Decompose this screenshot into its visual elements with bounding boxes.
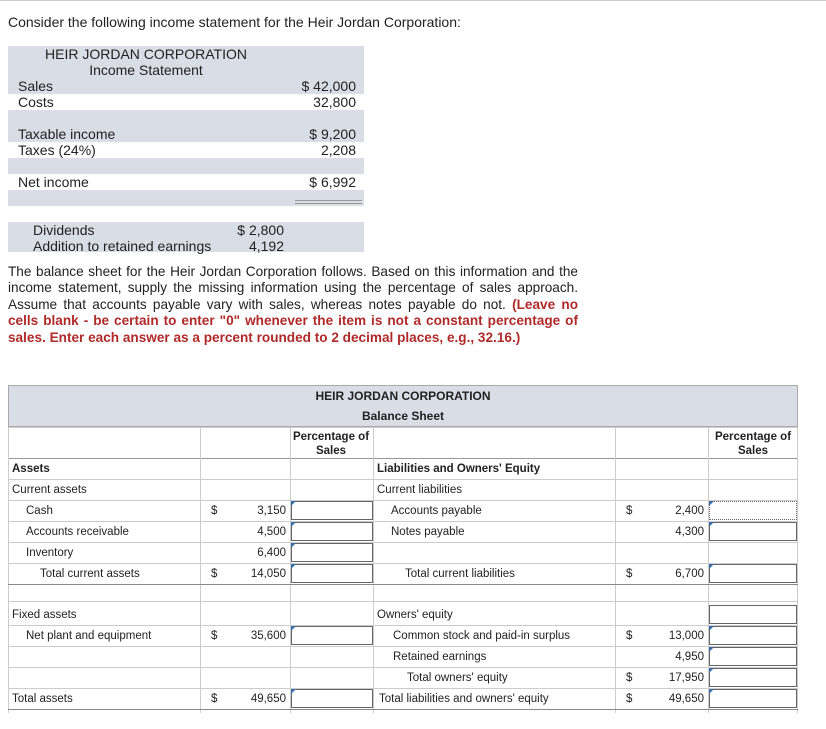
bs-rule: [797, 427, 798, 713]
taxable-label: Taxable income: [18, 126, 116, 142]
tca-value: 14,050: [250, 568, 286, 580]
bs-rule: [8, 646, 798, 647]
bs-rule: [8, 458, 798, 459]
net-underline-2: [295, 203, 362, 204]
assets-heading: Assets: [12, 463, 50, 475]
current-assets-label: Current assets: [12, 484, 87, 496]
tcl-dollar: $: [626, 568, 633, 580]
np-pct-input[interactable]: [709, 522, 797, 541]
income-statement-header: [8, 46, 364, 78]
ar-pct-input[interactable]: [291, 522, 373, 541]
ar-label: Accounts receivable: [26, 526, 129, 538]
tca-pct-input[interactable]: [291, 564, 373, 583]
cash-value: 3,150: [257, 505, 286, 517]
ap-dollar: $: [626, 505, 633, 517]
bs-rule: [8, 563, 798, 564]
inventory-label: Inventory: [26, 547, 74, 559]
costs-value: 32,800: [313, 94, 356, 110]
total-assets-label: Total assets: [12, 693, 73, 705]
ap-value: 2,400: [675, 505, 704, 517]
input-flag-icon: [709, 564, 714, 569]
np-value: 4,300: [675, 526, 704, 538]
cs-dollar: $: [626, 630, 633, 642]
top-divider: [0, 0, 826, 1]
tca-label: Total current assets: [40, 568, 140, 580]
ta-value: 49,650: [250, 693, 286, 705]
intro-text: Consider the following income statement for the Heir Jordan Corporation:: [8, 14, 461, 30]
tloe-pct-input[interactable]: [709, 689, 797, 708]
retained-value: 4,192: [248, 238, 284, 254]
bs-rule: [8, 521, 798, 522]
input-flag-icon: [709, 647, 714, 652]
costs-label: Costs: [18, 94, 54, 110]
bs-rule: [373, 427, 374, 713]
input-flag-icon: [709, 501, 714, 506]
cs-label: Common stock and paid-in surplus: [393, 630, 571, 642]
input-flag-icon: [291, 626, 296, 631]
bs-rule: [8, 542, 798, 543]
cash-label: Cash: [26, 505, 53, 517]
input-flag-icon: [709, 626, 714, 631]
taxes-value: 2,208: [320, 142, 356, 158]
ta-pct-input[interactable]: [291, 689, 373, 708]
toe-label: Total owners' equity: [407, 672, 508, 684]
toe-dollar: $: [626, 672, 633, 684]
cs-pct-input[interactable]: [709, 626, 797, 645]
income-title: Income Statement: [89, 62, 203, 78]
re-label: Retained earnings: [393, 651, 487, 663]
sales-label: Sales: [18, 78, 54, 94]
cash-dollar: $: [211, 505, 218, 517]
row-dividends: [8, 222, 364, 238]
tcl-label: Total current liabilities: [405, 568, 515, 580]
inventory-value: 6,400: [257, 547, 286, 559]
liab-equity-heading: Liabilities and Owners' Equity: [377, 463, 541, 475]
tloe-label: Total liabilities and owners' equity: [379, 693, 549, 705]
sales-value: $ 42,000: [301, 78, 356, 94]
input-flag-icon: [709, 689, 714, 694]
toe-value: 17,950: [668, 672, 704, 684]
bs-rule: [8, 500, 798, 501]
owners-equity-label: Owners' equity: [377, 609, 453, 621]
row-net: [8, 174, 364, 190]
dividends-value: $ 2,800: [237, 222, 284, 238]
row-blank-1: [8, 110, 364, 126]
dividends-label: Dividends: [33, 222, 95, 238]
npe-pct-input[interactable]: [291, 626, 373, 645]
np-label: Notes payable: [391, 526, 465, 538]
row-taxable: [8, 126, 364, 142]
input-flag-icon: [291, 522, 296, 527]
net-value: $ 6,992: [309, 174, 356, 190]
npe-dollar: $: [211, 630, 218, 642]
bs-rule: [200, 427, 201, 713]
ap-pct-input[interactable]: [709, 501, 797, 520]
row-retained: [8, 238, 364, 252]
tcl-pct-input[interactable]: [709, 564, 797, 583]
balance-sheet: [8, 385, 798, 713]
ap-label: Accounts payable: [391, 505, 482, 517]
net-underline-1: [295, 200, 362, 201]
tloe-dollar: $: [626, 693, 633, 705]
row-blank-4: [8, 206, 364, 222]
instructions-warning: (Leave no cells blank - be certain to enter "0" whenever the item is not a constant percentage of sales. Enter each answer as a percent rounded to 2 decimal places, e.g., 32.16.): [8, 296, 578, 345]
owners-equity-pct-input[interactable]: [709, 605, 797, 624]
bs-rule: [8, 584, 798, 585]
fixed-assets-label: Fixed assets: [12, 609, 77, 621]
bs-rule: [8, 427, 798, 428]
current-liab-label: Current liabilities: [377, 484, 463, 496]
bs-rule: [8, 625, 798, 626]
cs-value: 13,000: [668, 630, 704, 642]
re-value: 4,950: [675, 651, 704, 663]
taxable-value: $ 9,200: [309, 126, 356, 142]
ar-value: 4,500: [257, 526, 286, 538]
income-company: HEIR JORDAN CORPORATION: [45, 46, 247, 62]
instructions: [8, 264, 578, 346]
input-flag-icon: [291, 501, 296, 506]
input-flag-icon: [709, 522, 714, 527]
bs-company: HEIR JORDAN CORPORATION: [315, 389, 491, 403]
bs-rule: [8, 427, 9, 713]
row-taxes: [8, 142, 364, 158]
ta-dollar: $: [211, 693, 218, 705]
row-costs: [8, 94, 364, 110]
tca-dollar: $: [211, 568, 218, 580]
npe-label: Net plant and equipment: [26, 630, 152, 642]
bs-rule: [8, 601, 798, 602]
cash-pct-input[interactable]: [291, 501, 373, 520]
inventory-pct-input[interactable]: [291, 543, 373, 562]
pct-header-left: Percentage of Sales: [292, 431, 370, 457]
re-pct-input[interactable]: [709, 647, 797, 666]
pct-header-right: Percentage of Sales: [714, 431, 792, 457]
bs-rule: [8, 667, 798, 668]
bs-rule: [615, 427, 616, 713]
row-blank-2: [8, 158, 364, 174]
input-flag-icon: [291, 543, 296, 548]
bs-title: Balance Sheet: [361, 409, 445, 423]
toe-pct-input[interactable]: [709, 668, 797, 687]
retained-label: Addition to retained earnings: [33, 238, 212, 254]
input-flag-icon: [709, 668, 714, 673]
net-label: Net income: [18, 174, 89, 190]
input-flag-icon: [291, 689, 296, 694]
tloe-value: 49,650: [668, 693, 704, 705]
input-flag-icon: [291, 564, 296, 569]
instructions-text: The balance sheet for the Heir Jordan Corporation follows. Based on this information and the income statement, supply the missing information using the percentage of sales approach. Assume that accounts payable vary with sales, whereas notes payable do not.: [8, 264, 578, 312]
row-sales: [8, 78, 364, 94]
tcl-value: 6,700: [675, 568, 704, 580]
taxes-label: Taxes (24%): [18, 142, 96, 158]
bs-rule: [8, 479, 798, 480]
bs-rule: [8, 688, 798, 689]
bs-rule: [8, 709, 798, 710]
npe-value: 35,600: [250, 630, 286, 642]
